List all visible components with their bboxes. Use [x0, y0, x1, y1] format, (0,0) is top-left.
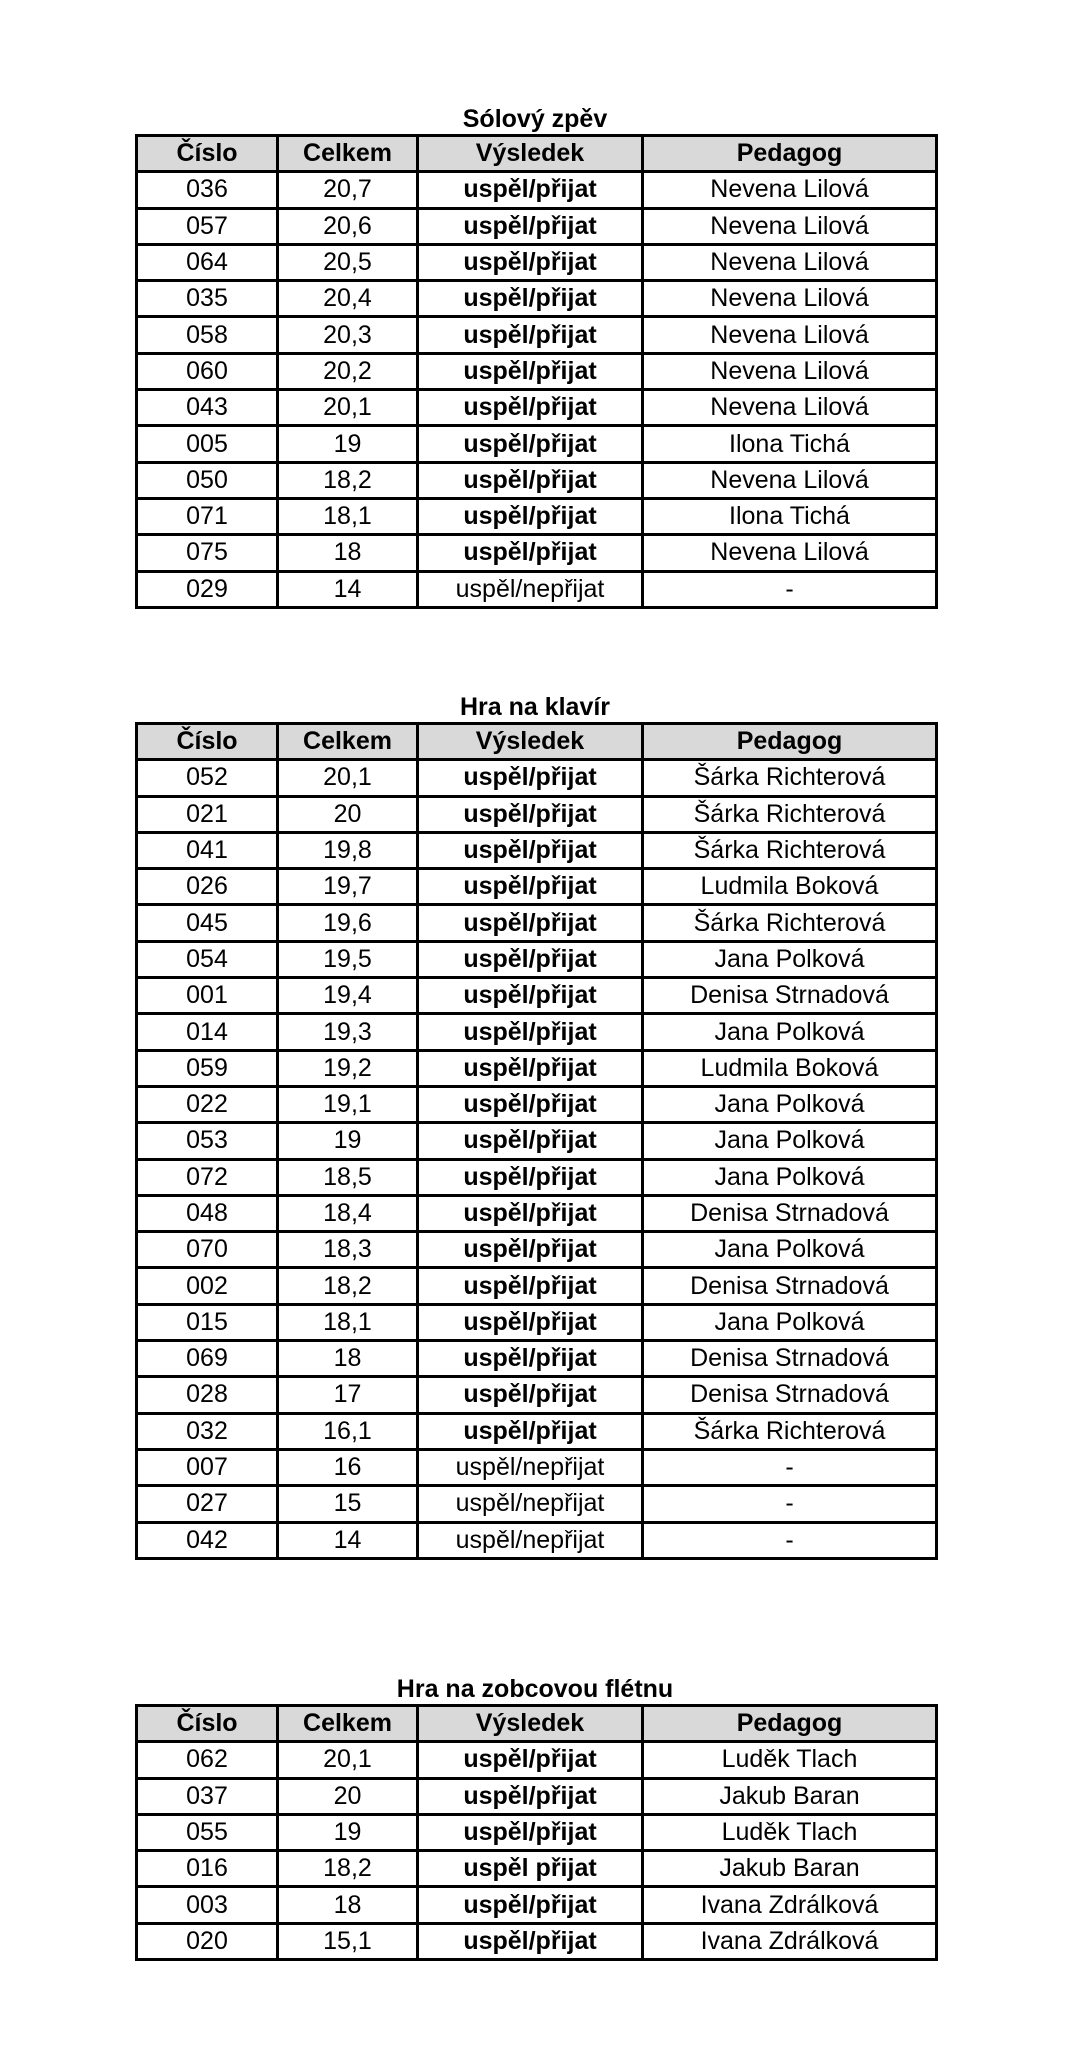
- table-row: [137, 832, 937, 868]
- cell-celkem: 19,4: [278, 978, 418, 1014]
- cell-celkem: 19: [278, 1814, 418, 1850]
- cell-pedagog: Nevena Lilová: [643, 208, 937, 244]
- table-row: [137, 1014, 937, 1050]
- table-row: [137, 760, 937, 796]
- table-row: [137, 1742, 937, 1778]
- cell-celkem: 19: [278, 1123, 418, 1159]
- cell-cislo: 028: [137, 1377, 278, 1413]
- results-table: [135, 722, 938, 1560]
- cell-pedagog: Jana Polková: [643, 1123, 937, 1159]
- table-row: [137, 1377, 937, 1413]
- table-header-row: [137, 724, 937, 760]
- header-celkem: Celkem: [278, 724, 418, 760]
- cell-pedagog: Jana Polková: [643, 1086, 937, 1122]
- cell-vysledek: uspěl/nepřijat: [418, 1486, 643, 1522]
- cell-cislo: 021: [137, 796, 278, 832]
- cell-pedagog: Jana Polková: [643, 1014, 937, 1050]
- cell-pedagog: Jana Polková: [643, 1159, 937, 1195]
- table-row: [137, 1778, 937, 1814]
- cell-celkem: 18,5: [278, 1159, 418, 1195]
- cell-cislo: 059: [137, 1050, 278, 1086]
- header-vysledek: Výsledek: [418, 724, 643, 760]
- cell-celkem: 20: [278, 1778, 418, 1814]
- cell-vysledek: uspěl/přijat: [418, 1923, 643, 1959]
- cell-vysledek: uspěl/nepřijat: [418, 571, 643, 607]
- cell-cislo: 075: [137, 535, 278, 571]
- cell-celkem: 18,2: [278, 462, 418, 498]
- cell-cislo: 045: [137, 905, 278, 941]
- cell-pedagog: -: [643, 1449, 937, 1485]
- cell-celkem: 17: [278, 1377, 418, 1413]
- cell-pedagog: Ludmila Boková: [643, 1050, 937, 1086]
- cell-vysledek: uspěl/přijat: [418, 1341, 643, 1377]
- table-header-row: [137, 136, 937, 172]
- table-row: [137, 244, 937, 280]
- section-title: Hra na zobcovou flétnu: [396, 1675, 674, 1703]
- cell-cislo: 007: [137, 1449, 278, 1485]
- table-row: [137, 426, 937, 462]
- cell-vysledek: uspěl/přijat: [418, 426, 643, 462]
- cell-cislo: 058: [137, 317, 278, 353]
- cell-vysledek: uspěl/přijat: [418, 281, 643, 317]
- cell-vysledek: uspěl/přijat: [418, 317, 643, 353]
- table-row: [137, 978, 937, 1014]
- cell-pedagog: Luděk Tlach: [643, 1742, 937, 1778]
- cell-celkem: 14: [278, 1522, 418, 1558]
- header-cislo: Číslo: [137, 136, 278, 172]
- cell-pedagog: Luděk Tlach: [643, 1814, 937, 1850]
- cell-cislo: 048: [137, 1195, 278, 1231]
- cell-vysledek: uspěl/přijat: [418, 1014, 643, 1050]
- cell-pedagog: Nevena Lilová: [643, 281, 937, 317]
- cell-vysledek: uspěl/přijat: [418, 941, 643, 977]
- cell-celkem: 19,5: [278, 941, 418, 977]
- cell-vysledek: uspěl/přijat: [418, 905, 643, 941]
- cell-vysledek: uspěl/přijat: [418, 1195, 643, 1231]
- cell-celkem: 18: [278, 1887, 418, 1923]
- cell-cislo: 055: [137, 1814, 278, 1850]
- cell-celkem: 20,3: [278, 317, 418, 353]
- cell-celkem: 19,6: [278, 905, 418, 941]
- cell-celkem: 19,2: [278, 1050, 418, 1086]
- table-row: [137, 317, 937, 353]
- cell-pedagog: Denisa Strnadová: [643, 1377, 937, 1413]
- cell-cislo: 041: [137, 832, 278, 868]
- header-pedagog: Pedagog: [643, 136, 937, 172]
- cell-vysledek: uspěl/přijat: [418, 535, 643, 571]
- table-row: [137, 1268, 937, 1304]
- cell-cislo: 071: [137, 498, 278, 534]
- table-body: [137, 760, 937, 1559]
- cell-celkem: 20: [278, 796, 418, 832]
- section-title: Sólový zpěv: [462, 105, 608, 133]
- cell-celkem: 16: [278, 1449, 418, 1485]
- header-celkem: Celkem: [278, 1706, 418, 1742]
- header-pedagog: Pedagog: [643, 724, 937, 760]
- cell-celkem: 20,1: [278, 760, 418, 796]
- cell-pedagog: Nevena Lilová: [643, 462, 937, 498]
- cell-vysledek: uspěl/nepřijat: [418, 1522, 643, 1558]
- table-row: [137, 1123, 937, 1159]
- table-row: [137, 869, 937, 905]
- table-row: [137, 172, 937, 208]
- cell-celkem: 19,3: [278, 1014, 418, 1050]
- cell-vysledek: uspěl/přijat: [418, 832, 643, 868]
- section-title: Hra na klavír: [459, 693, 611, 721]
- cell-celkem: 15: [278, 1486, 418, 1522]
- cell-cislo: 029: [137, 571, 278, 607]
- cell-cislo: 001: [137, 978, 278, 1014]
- cell-vysledek: uspěl/přijat: [418, 1814, 643, 1850]
- cell-pedagog: Šárka Richterová: [643, 832, 937, 868]
- cell-vysledek: uspěl/přijat: [418, 760, 643, 796]
- cell-celkem: 18,2: [278, 1851, 418, 1887]
- section-hra-na-zobcovou-fletnu: [135, 1670, 935, 1961]
- cell-celkem: 15,1: [278, 1923, 418, 1959]
- cell-vysledek: uspěl/přijat: [418, 1304, 643, 1340]
- cell-cislo: 020: [137, 1923, 278, 1959]
- cell-pedagog: Denisa Strnadová: [643, 1268, 937, 1304]
- table-row: [137, 535, 937, 571]
- cell-vysledek: uspěl/přijat: [418, 1377, 643, 1413]
- cell-vysledek: uspěl/nepřijat: [418, 1449, 643, 1485]
- cell-pedagog: Jakub Baran: [643, 1851, 937, 1887]
- cell-vysledek: uspěl/přijat: [418, 1268, 643, 1304]
- table-row: [137, 1195, 937, 1231]
- cell-pedagog: Jakub Baran: [643, 1778, 937, 1814]
- cell-vysledek: uspěl/přijat: [418, 1123, 643, 1159]
- cell-pedagog: Nevena Lilová: [643, 535, 937, 571]
- cell-cislo: 054: [137, 941, 278, 977]
- cell-cislo: 022: [137, 1086, 278, 1122]
- cell-vysledek: uspěl/přijat: [418, 353, 643, 389]
- table-row: [137, 1486, 937, 1522]
- cell-pedagog: Jana Polková: [643, 1304, 937, 1340]
- cell-cislo: 027: [137, 1486, 278, 1522]
- cell-celkem: 18,1: [278, 498, 418, 534]
- cell-vysledek: uspěl/přijat: [418, 1887, 643, 1923]
- cell-pedagog: Ivana Zdrálková: [643, 1887, 937, 1923]
- results-table: [135, 1704, 938, 1961]
- cell-cislo: 060: [137, 353, 278, 389]
- cell-celkem: 20,7: [278, 172, 418, 208]
- cell-cislo: 053: [137, 1123, 278, 1159]
- cell-cislo: 003: [137, 1887, 278, 1923]
- cell-vysledek: uspěl/přijat: [418, 796, 643, 832]
- table-row: [137, 462, 937, 498]
- cell-vysledek: uspěl/přijat: [418, 1413, 643, 1449]
- cell-pedagog: Šárka Richterová: [643, 796, 937, 832]
- cell-celkem: 20,4: [278, 281, 418, 317]
- table-row: [137, 1449, 937, 1485]
- cell-pedagog: Ilona Tichá: [643, 498, 937, 534]
- table-row: [137, 353, 937, 389]
- header-cislo: Číslo: [137, 1706, 278, 1742]
- cell-celkem: 18: [278, 535, 418, 571]
- cell-cislo: 037: [137, 1778, 278, 1814]
- cell-pedagog: Šárka Richterová: [643, 760, 937, 796]
- table-row: [137, 1887, 937, 1923]
- cell-pedagog: Nevena Lilová: [643, 172, 937, 208]
- cell-pedagog: Ilona Tichá: [643, 426, 937, 462]
- cell-celkem: 18: [278, 1341, 418, 1377]
- cell-cislo: 057: [137, 208, 278, 244]
- table-row: [137, 905, 937, 941]
- cell-pedagog: Nevena Lilová: [643, 244, 937, 280]
- cell-cislo: 032: [137, 1413, 278, 1449]
- table-row: [137, 208, 937, 244]
- cell-pedagog: Denisa Strnadová: [643, 978, 937, 1014]
- cell-pedagog: -: [643, 1486, 937, 1522]
- cell-cislo: 070: [137, 1232, 278, 1268]
- section-solovy-zpev: [135, 100, 935, 609]
- cell-cislo: 016: [137, 1851, 278, 1887]
- header-vysledek: Výsledek: [418, 136, 643, 172]
- table-row: [137, 498, 937, 534]
- cell-vysledek: uspěl přijat: [418, 1851, 643, 1887]
- cell-cislo: 052: [137, 760, 278, 796]
- cell-pedagog: Nevena Lilová: [643, 317, 937, 353]
- cell-celkem: 20,1: [278, 390, 418, 426]
- table-row: [137, 1522, 937, 1558]
- table-row: [137, 941, 937, 977]
- cell-vysledek: uspěl/přijat: [418, 244, 643, 280]
- cell-vysledek: uspěl/přijat: [418, 978, 643, 1014]
- cell-vysledek: uspěl/přijat: [418, 172, 643, 208]
- cell-celkem: 18,2: [278, 1268, 418, 1304]
- cell-celkem: 20,2: [278, 353, 418, 389]
- cell-vysledek: uspěl/přijat: [418, 1086, 643, 1122]
- cell-celkem: 19,7: [278, 869, 418, 905]
- table-row: [137, 1341, 937, 1377]
- cell-cislo: 042: [137, 1522, 278, 1558]
- table-row: [137, 1851, 937, 1887]
- table-row: [137, 281, 937, 317]
- cell-pedagog: Šárka Richterová: [643, 905, 937, 941]
- cell-cislo: 064: [137, 244, 278, 280]
- cell-vysledek: uspěl/přijat: [418, 1159, 643, 1195]
- cell-cislo: 069: [137, 1341, 278, 1377]
- table-row: [137, 390, 937, 426]
- section-hra-na-klavir: [135, 688, 935, 1560]
- cell-cislo: 014: [137, 1014, 278, 1050]
- cell-pedagog: -: [643, 571, 937, 607]
- header-cislo: Číslo: [137, 724, 278, 760]
- table-row: [137, 1923, 937, 1959]
- cell-pedagog: Jana Polková: [643, 941, 937, 977]
- cell-cislo: 072: [137, 1159, 278, 1195]
- cell-pedagog: Denisa Strnadová: [643, 1195, 937, 1231]
- table-row: [137, 1050, 937, 1086]
- cell-celkem: 18,3: [278, 1232, 418, 1268]
- cell-vysledek: uspěl/přijat: [418, 1742, 643, 1778]
- cell-cislo: 062: [137, 1742, 278, 1778]
- header-celkem: Celkem: [278, 136, 418, 172]
- cell-celkem: 19,8: [278, 832, 418, 868]
- table-row: [137, 571, 937, 607]
- table-row: [137, 1814, 937, 1850]
- cell-pedagog: -: [643, 1522, 937, 1558]
- cell-cislo: 015: [137, 1304, 278, 1340]
- table-row: [137, 1413, 937, 1449]
- table-row: [137, 796, 937, 832]
- table-row: [137, 1232, 937, 1268]
- cell-celkem: 19,1: [278, 1086, 418, 1122]
- table-row: [137, 1304, 937, 1340]
- cell-pedagog: Nevena Lilová: [643, 353, 937, 389]
- cell-pedagog: Denisa Strnadová: [643, 1341, 937, 1377]
- cell-cislo: 035: [137, 281, 278, 317]
- cell-celkem: 20,1: [278, 1742, 418, 1778]
- cell-cislo: 036: [137, 172, 278, 208]
- cell-vysledek: uspěl/přijat: [418, 462, 643, 498]
- cell-vysledek: uspěl/přijat: [418, 208, 643, 244]
- cell-vysledek: uspěl/přijat: [418, 1050, 643, 1086]
- cell-vysledek: uspěl/přijat: [418, 1232, 643, 1268]
- cell-cislo: 026: [137, 869, 278, 905]
- cell-celkem: 19: [278, 426, 418, 462]
- cell-cislo: 050: [137, 462, 278, 498]
- table-row: [137, 1159, 937, 1195]
- cell-pedagog: Ivana Zdrálková: [643, 1923, 937, 1959]
- cell-celkem: 14: [278, 571, 418, 607]
- cell-vysledek: uspěl/přijat: [418, 498, 643, 534]
- table-body: [137, 172, 937, 608]
- cell-cislo: 005: [137, 426, 278, 462]
- table-body: [137, 1742, 937, 1960]
- header-vysledek: Výsledek: [418, 1706, 643, 1742]
- results-table: [135, 134, 938, 609]
- cell-vysledek: uspěl/přijat: [418, 1778, 643, 1814]
- cell-celkem: 16,1: [278, 1413, 418, 1449]
- cell-pedagog: Nevena Lilová: [643, 390, 937, 426]
- cell-celkem: 20,5: [278, 244, 418, 280]
- cell-vysledek: uspěl/přijat: [418, 869, 643, 905]
- cell-celkem: 20,6: [278, 208, 418, 244]
- cell-pedagog: Ludmila Boková: [643, 869, 937, 905]
- cell-cislo: 043: [137, 390, 278, 426]
- cell-cislo: 002: [137, 1268, 278, 1304]
- table-header-row: [137, 1706, 937, 1742]
- header-pedagog: Pedagog: [643, 1706, 937, 1742]
- cell-pedagog: Jana Polková: [643, 1232, 937, 1268]
- cell-vysledek: uspěl/přijat: [418, 390, 643, 426]
- cell-pedagog: Šárka Richterová: [643, 1413, 937, 1449]
- cell-celkem: 18,4: [278, 1195, 418, 1231]
- table-row: [137, 1086, 937, 1122]
- cell-celkem: 18,1: [278, 1304, 418, 1340]
